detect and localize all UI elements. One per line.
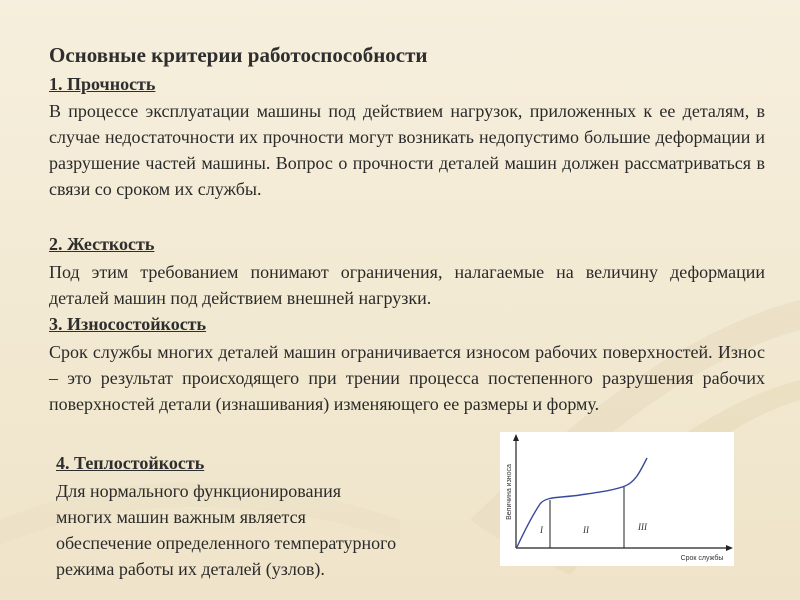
section-text-strength: В процессе эксплуатации машины под действием нагрузок, приложенных к ее деталям, в случае недостаточности их прочности могут возникать недопустимо большие деформации и разрушение частей машины. Вопрос о прочности деталей машин должен рассматриваться в связи со сроком их службы. (49, 101, 765, 199)
wear-curve-figure (500, 432, 734, 566)
zone-label: I (540, 525, 543, 535)
text-line: Для нормального функционирования (56, 481, 341, 501)
zone-label: III (638, 522, 647, 532)
section-text-heat-resistance (56, 478, 486, 582)
section-text-stiffness: Под этим требованием понимают ограничения, налагаемые на величину деформации деталей машин под действием внешней нагрузки. (49, 262, 765, 308)
x-axis-arrow (726, 545, 733, 551)
wear-curve (517, 458, 647, 547)
section-text-wear-resistance: Срок службы многих деталей машин ограничивается износом рабочих поверхностей. Износ – это результат происходящего при трении процесса постепенного разрушения рабочих поверхностей детали (изнашивания) изменяющего ее размеры и форму. (49, 342, 765, 414)
zone-label: II (583, 525, 589, 535)
section-heading-strength: 1. Прочность (49, 74, 156, 94)
y-axis-label: Величина износа (506, 464, 513, 520)
section-heading-wear-resistance: 3. Износостойкость (49, 314, 207, 334)
section-heading-heat-resistance: 4. Теплостойкость (56, 453, 205, 473)
section-heading-stiffness: 2. Жесткость (49, 234, 155, 254)
text-line: многих машин важным является (56, 507, 306, 527)
x-axis-label: Срок службы (680, 555, 724, 562)
y-axis-arrow (513, 434, 519, 441)
slide-title: Основные критерии работоспособности (49, 43, 428, 67)
text-line: режима работы их деталей (узлов). (56, 559, 325, 579)
text-line: обеспечение определенного температурного (56, 533, 397, 553)
